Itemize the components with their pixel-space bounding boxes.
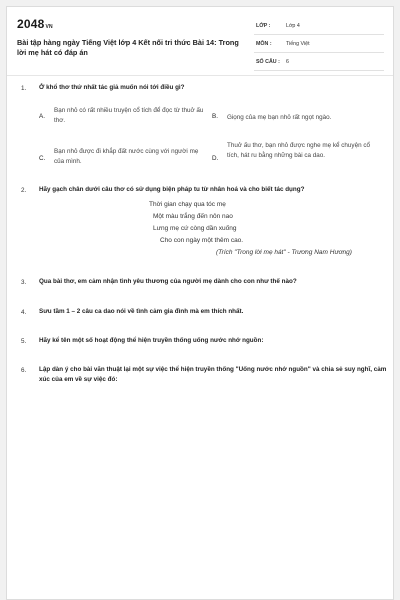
poem-line: Lưng mẹ cứ còng dần xuống — [153, 225, 237, 232]
poem-line: Một màu trắng đến nôn nao — [153, 213, 233, 220]
meta-row-class — [254, 17, 384, 35]
question-text: Ở khổ thơ thứ nhất tác giả muốn nói tới điều gì? — [39, 84, 185, 91]
option-letter: D. — [212, 155, 219, 162]
question-text: Hãy gạch chân dưới câu thơ có sử dụng biện pháp tu từ nhân hoá và cho biết tác dụng? — [39, 186, 305, 193]
question-number: 1. — [21, 85, 27, 92]
document-title: Bài tập hàng ngày Tiếng Việt lớp 4 Kết nối tri thức Bài 14: Trong lời mẹ hát có đáp án — [17, 38, 239, 57]
logo-number: 2048 — [17, 17, 45, 31]
question-number: 5. — [21, 338, 27, 345]
poem-line: Thời gian chạy qua tóc mẹ — [149, 201, 226, 208]
poem-source: (Trích "Trong lời mẹ hát" - Trương Nam Hương) — [216, 249, 352, 256]
meta-key: SỐ CÂU : — [256, 59, 280, 65]
question-text: Sưu tầm 1 – 2 câu ca dao nói về tình cảm gia đình mà em thích nhất. — [39, 308, 244, 315]
option-letter: B. — [212, 113, 218, 120]
meta-key: MÔN : — [256, 41, 272, 47]
worksheet-header — [7, 7, 393, 75]
option-letter: A. — [39, 113, 45, 120]
question-number: 3. — [21, 279, 27, 286]
question-text: Hãy kể tên một số hoạt động thể hiện truyền thống uống nước nhớ nguồn: — [39, 337, 264, 344]
logo-suffix: VN — [45, 24, 53, 30]
option-d-text[interactable]: Thuở ấu thơ, bạn nhỏ được nghe mẹ kể chuyện cổ tích, hát ru bằng những bài ca dao. — [227, 142, 370, 159]
site-logo[interactable] — [17, 17, 53, 31]
poem-line: Cho con ngày một thêm cao. — [160, 237, 244, 244]
option-c-text[interactable]: Bạn nhỏ được đi khắp đất nước cùng với người mẹ của mình. — [54, 148, 199, 165]
option-b-text[interactable]: Giọng của mẹ bạn nhỏ rất ngọt ngào. — [227, 114, 332, 121]
meta-value: 6 — [286, 59, 289, 65]
option-letter: C. — [39, 155, 46, 162]
question-text: Lập dàn ý cho bài văn thuật lại một sự việc thể hiện truyền thống "Uống nước nhớ nguồn" và chia sẻ suy nghĩ, cảm xúc của em về sự việc đó: — [39, 366, 387, 383]
header-divider — [7, 75, 393, 76]
question-number: 4. — [21, 309, 27, 316]
meta-value: Tiếng Việt — [286, 41, 310, 47]
worksheet-page — [6, 6, 394, 600]
meta-table — [254, 17, 384, 71]
meta-key: LỚP : — [256, 23, 271, 29]
meta-row-count — [254, 53, 384, 71]
question-text: Qua bài thơ, em cảm nhận tình yêu thương của người mẹ dành cho con như thế nào? — [39, 278, 297, 285]
option-a-text[interactable]: Bạn nhỏ có rất nhiều truyện cổ tích để đọc từ thuở ấu thơ. — [54, 107, 204, 124]
question-number: 6. — [21, 367, 27, 374]
meta-value: Lớp 4 — [286, 23, 300, 29]
meta-row-subject — [254, 35, 384, 53]
question-number: 2. — [21, 187, 27, 194]
